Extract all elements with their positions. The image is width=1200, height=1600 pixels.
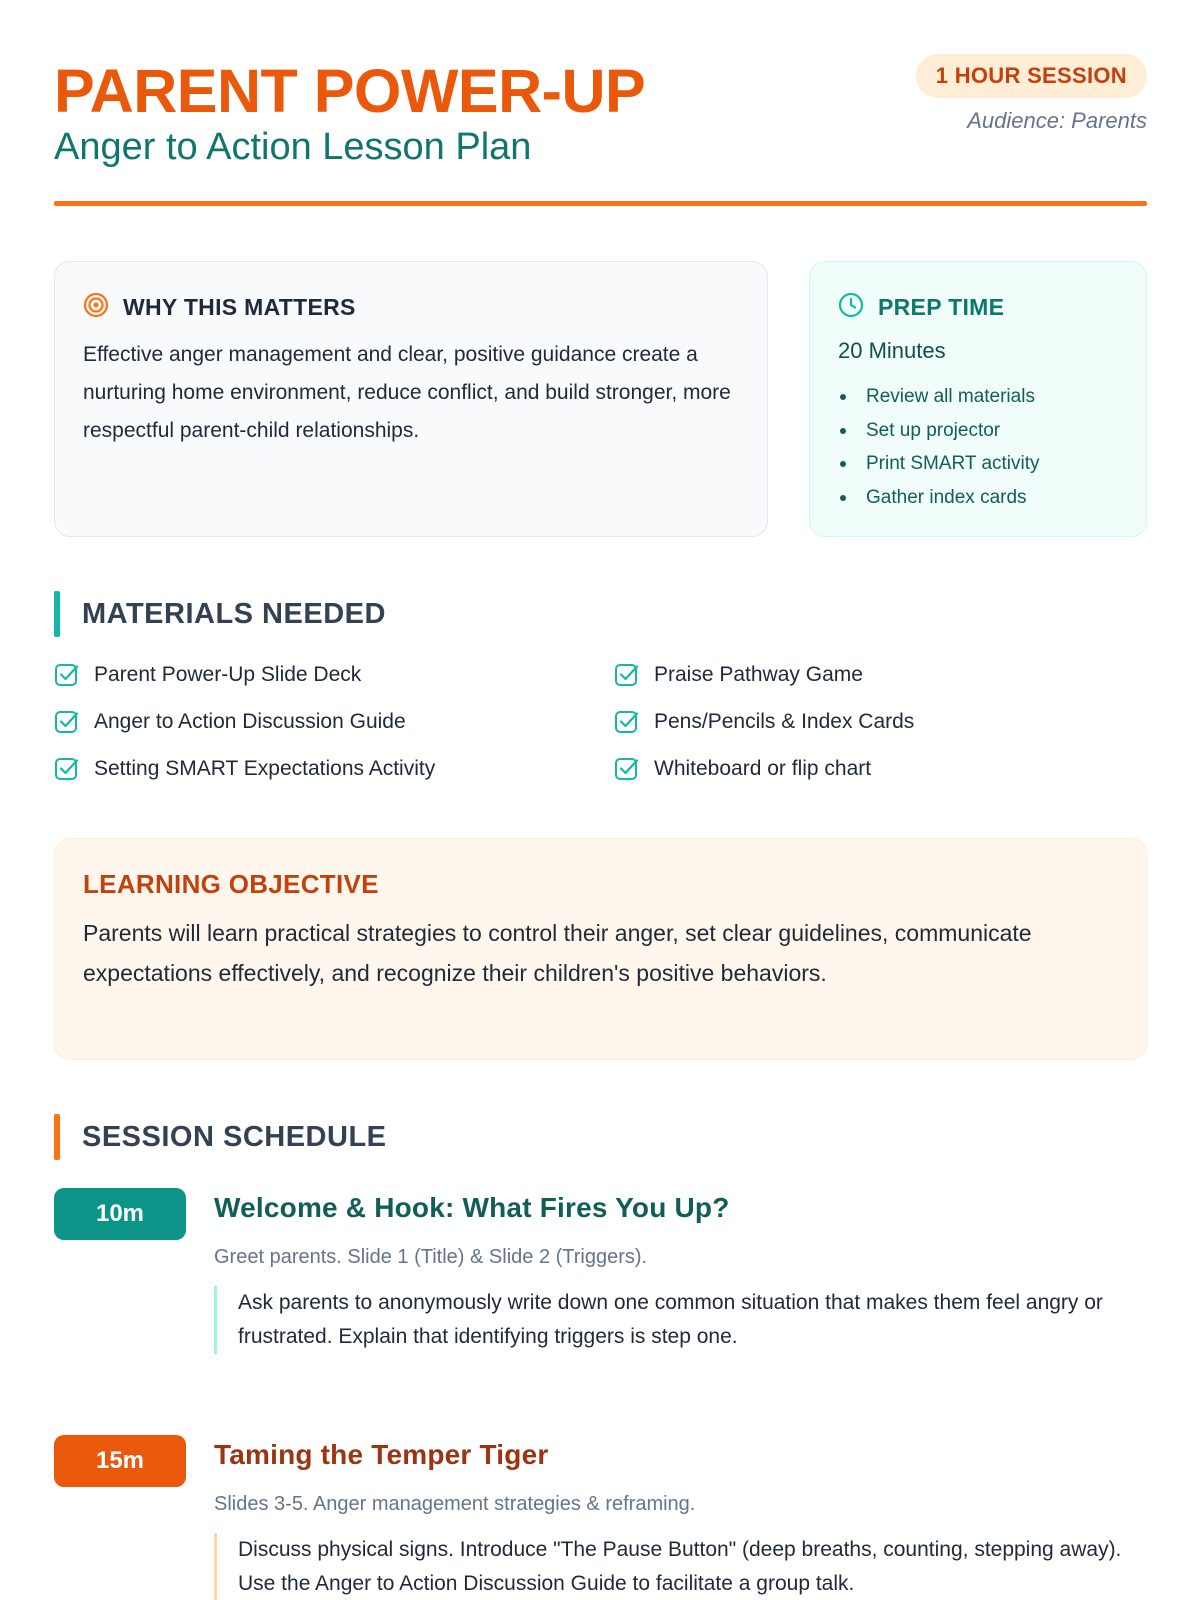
objective-text: Parents will learn practical strategies to control their anger, set clear guidelines, communicate expectations effectively, and recognize their children's positive behaviors. [83, 920, 1032, 986]
note-text: Discuss physical signs. Introduce "The Pause Button" (deep breaths, counting, stepping away). Use the Anger to Action Discussion Guide to facilitate a group talk. [238, 1538, 1122, 1595]
prep-heading: PREP TIME [878, 294, 1005, 320]
prep-minutes: 20 Minutes [838, 338, 946, 363]
duration-badge: 10m [54, 1188, 186, 1240]
schedule-item-subtitle: Greet parents. Slide 1 (Title) & Slide 2 (Triggers). [214, 1246, 648, 1268]
schedule-item-subtitle: Slides 3-5. Anger management strategies & reframing. [214, 1493, 696, 1515]
material-label: Pens/Pencils & Index Cards [654, 710, 915, 733]
material-item [614, 709, 914, 735]
list-item: Print SMART activity [838, 447, 1040, 481]
session-length-badge: 1 HOUR SESSION [916, 54, 1147, 98]
materials-list [54, 656, 1147, 806]
checkbox-checked-icon [54, 662, 80, 688]
section-accent-bar [54, 1114, 60, 1160]
target-icon [83, 292, 109, 323]
material-label: Setting SMART Expectations Activity [94, 757, 436, 780]
materials-section-heading [54, 591, 386, 637]
checkbox-checked-icon [54, 709, 80, 735]
schedule-item [54, 1188, 1147, 1388]
header-divider [54, 201, 1147, 206]
schedule-item [54, 1435, 1147, 1600]
clock-icon [838, 292, 864, 323]
why-this-matters-card [54, 261, 768, 537]
schedule-item-title: Taming the Temper Tiger [214, 1439, 549, 1470]
why-text: Effective anger management and clear, positive guidance create a nurturing home environment, reduce conflict, and build stronger, more respectful parent-child relationships. [83, 343, 731, 442]
why-heading: WHY THIS MATTERS [123, 294, 356, 320]
material-label: Praise Pathway Game [654, 663, 863, 686]
objective-heading: LEARNING OBJECTIVE [83, 869, 379, 899]
checkbox-checked-icon [54, 756, 80, 782]
note-accent-bar [214, 1286, 217, 1354]
list-item: Review all materials [838, 380, 1040, 414]
schedule-section-heading [54, 1114, 387, 1160]
schedule-heading: SESSION SCHEDULE [82, 1120, 387, 1153]
duration-badge: 15m [54, 1435, 186, 1487]
checkbox-checked-icon [614, 662, 640, 688]
schedule-item-title: Welcome & Hook: What Fires You Up? [214, 1192, 730, 1223]
section-accent-bar [54, 591, 60, 637]
audience-label: Audience: Parents [967, 108, 1147, 133]
header [54, 54, 1147, 204]
learning-objective-card [54, 838, 1147, 1060]
material-item [614, 756, 871, 782]
material-label: Whiteboard or flip chart [654, 757, 872, 780]
material-item [54, 756, 435, 782]
list-item: Gather index cards [838, 481, 1040, 515]
list-item: Set up projector [838, 414, 1040, 448]
page-title: PARENT POWER-UP [54, 57, 646, 125]
material-item [54, 662, 361, 688]
page-subtitle: Anger to Action Lesson Plan [54, 126, 532, 168]
note-text: Ask parents to anonymously write down one common situation that makes them feel angry or frustrated. Explain that identifying triggers is step one. [238, 1291, 1103, 1348]
materials-heading: MATERIALS NEEDED [82, 597, 386, 630]
material-label: Parent Power-Up Slide Deck [94, 663, 362, 686]
note-accent-bar [214, 1533, 217, 1600]
prep-time-card [809, 261, 1147, 537]
prep-list [838, 380, 1040, 514]
checkbox-checked-icon [614, 709, 640, 735]
material-item [614, 662, 863, 688]
schedule-item-note [214, 1533, 1147, 1600]
checkbox-checked-icon [614, 756, 640, 782]
material-item [54, 709, 406, 735]
material-label: Anger to Action Discussion Guide [94, 710, 406, 733]
schedule-item-note [214, 1286, 1147, 1354]
